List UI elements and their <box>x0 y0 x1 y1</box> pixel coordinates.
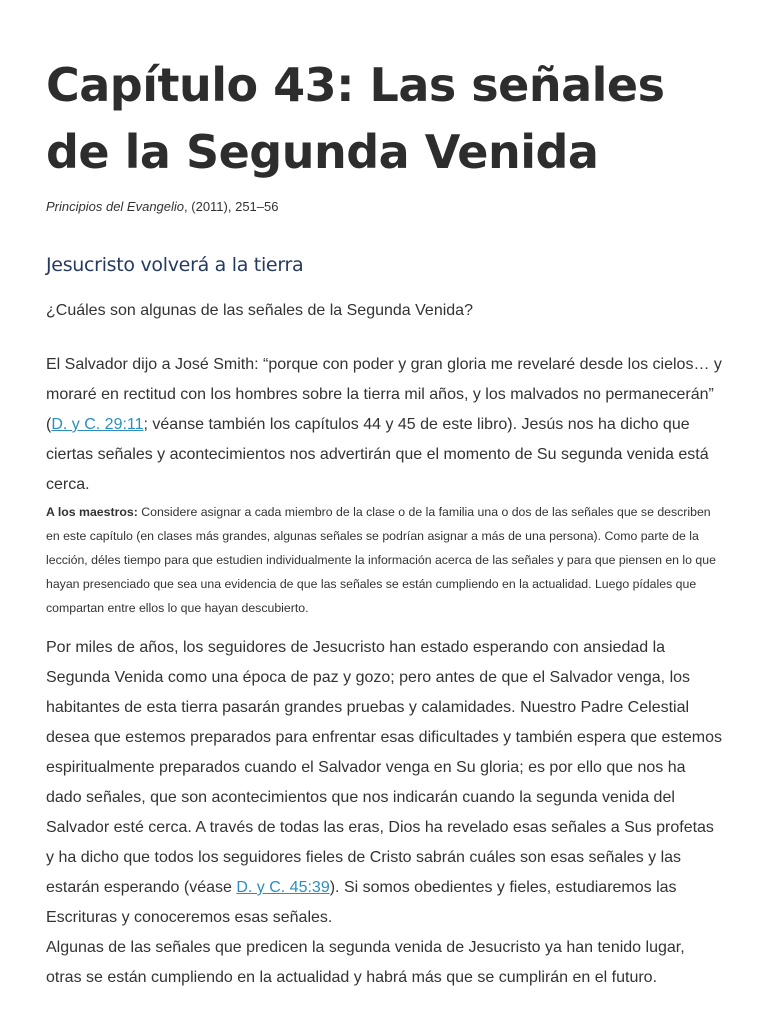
paragraph-1-text-b: ; véanse también los capítulos 44 y 45 de este libro). Jesús nos ha dicho que ciertas señales y acontecimientos nos advertirán que el momento de Su segunda venida está cerca. <box>46 416 709 493</box>
teacher-note-text: Considere asignar a cada miembro de la clase o de la familia una o dos de las señales que se describen en este capítulo (en clases más grandes, algunas señales se podrían asignar a más de una persona). Como parte de la lección, déles tiempo para que estudien individualmente la información acerca de las señales y para que piensen en lo que hayan presenciado que sea una evidencia de que las señales se están cumpliendo en la actualidad. Luego pídales que compartan entre ellos lo que hayan descubierto. <box>46 505 716 615</box>
paragraph-2 <box>46 633 724 933</box>
source-citation <box>46 198 724 216</box>
scripture-link-dc-29-11[interactable]: D. y C. 29:11 <box>51 416 144 433</box>
teacher-note-label: A los maestros: <box>46 505 138 519</box>
paragraph-1 <box>46 350 724 500</box>
paragraph-2-text-a: Por miles de años, los seguidores de Jesucristo han estado esperando con ansiedad la Segunda Venida como una época de paz y gozo; pero antes de que el Salvador venga, los habitantes de esta tierra pasarán grandes pruebas y calamidades. Nuestro Padre Celestial desea que estemos preparados para enfrentar esas dificultades y también espera que estemos espiritualmente preparados cuando el Salvador venga en Su gloria; es por ello que nos ha dado señales, que son acontecimientos que nos indicarán cuando la segunda venida del Salvador esté cerca. A través de todas las eras, Dios ha revelado esas señales a Sus profetas y ha dicho que todos los seguidores fieles de Cristo sabrán cuáles son esas señales y las estarán esperando (véase <box>46 639 722 896</box>
study-question: ¿Cuáles son algunas de las señales de la Segunda Venida? <box>46 302 473 319</box>
paragraph-3: Algunas de las señales que predicen la segunda venida de Jesucristo ya han tenido lugar, otras se están cumpliendo en la actualidad y habrá más que se cumplirán en el futuro. <box>46 939 685 986</box>
teacher-note <box>46 500 724 620</box>
paragraph-1-text-a: El Salvador dijo a José Smith: “porque con poder y gran gloria me revelaré desde los cielos… y moraré en rectitud con los hombres sobre la tierra mil años, y los malvados no permanecerán” ( <box>46 356 722 433</box>
paragraph-2-text-b: ). Si somos obedientes y fieles, estudiaremos las Escrituras y conoceremos esas señales. <box>46 879 677 926</box>
source-book: Principios del Evangelio <box>46 199 185 214</box>
scripture-link-dc-45-39[interactable]: D. y C. 45:39 <box>236 879 330 896</box>
section-heading: Jesucristo volverá a la tierra <box>46 254 304 276</box>
chapter-title: Capítulo 43: Las señales de la Segunda Venida <box>46 58 665 179</box>
source-details: , (2011), 251–56 <box>184 199 279 214</box>
